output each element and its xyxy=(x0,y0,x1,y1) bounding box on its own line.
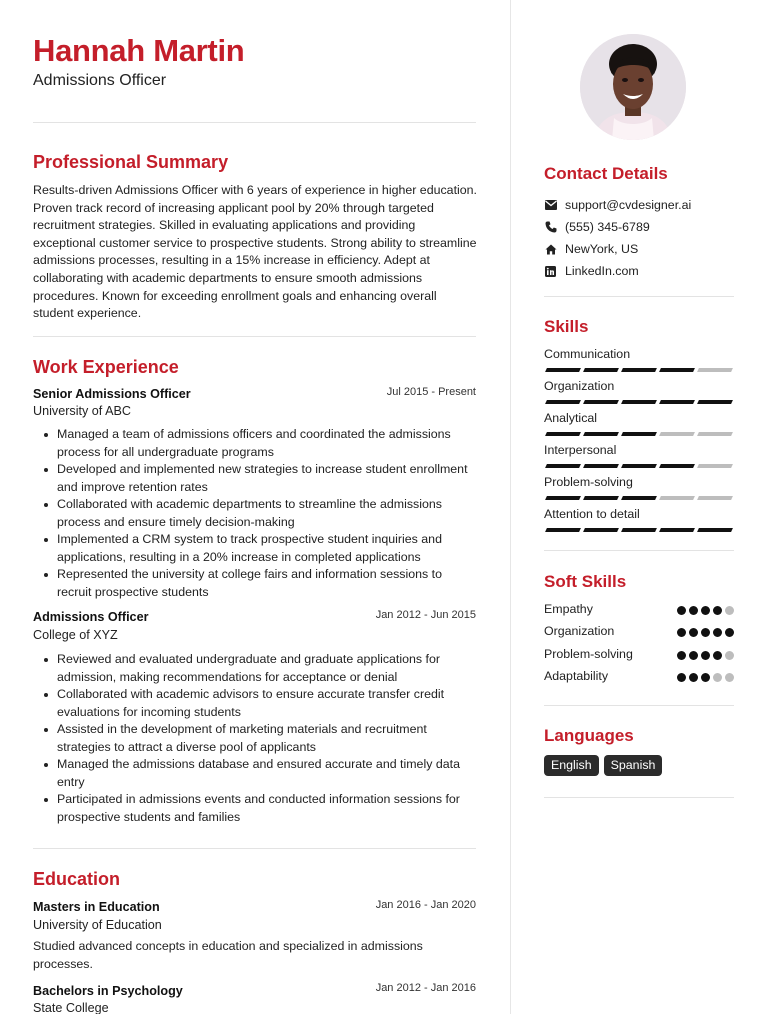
degree-description: Studied advanced concepts in education and specialized in admissions processes. xyxy=(33,939,423,971)
job-title: Admissions Officer xyxy=(33,610,149,624)
rating-dot-filled xyxy=(713,651,722,660)
phone-text: (555) 345-6789 xyxy=(565,220,650,234)
skill-segment-filled xyxy=(545,496,581,500)
candidate-role: Admissions Officer xyxy=(33,72,167,89)
skill-segment-filled xyxy=(583,400,619,404)
rating-dot-filled xyxy=(677,606,686,615)
header-divider xyxy=(33,122,476,123)
rating-dot-filled xyxy=(689,628,698,637)
job-organization: College of XYZ xyxy=(33,628,118,642)
job-bullets xyxy=(33,651,479,826)
skill-level-bar xyxy=(544,368,734,373)
skill-level-bar xyxy=(544,400,734,405)
rating-dot-filled xyxy=(677,673,686,682)
soft-skill-label: Organization xyxy=(544,624,615,639)
rating-dot-empty xyxy=(713,673,722,682)
summary-text: Results-driven Admissions Officer with 6 years of experience in higher education. Proven track record of increasing applicant pool by 20% through targeted recruitment strategies. Skilled in evaluating applications and providing exceptional customer service to prospective students. Strong ability to streamline admissions processes, resulting in a 15% increase in efficiency. Adept at collaborating with academic departments to ensure smooth admissions procedures. Known for exceeding enrollment goals and enhancing overall student experience. xyxy=(33,183,477,321)
profile-photo-image xyxy=(580,34,686,140)
skill-segment-empty xyxy=(659,432,695,436)
skill-label: Organization xyxy=(544,379,615,393)
skill-label: Communication xyxy=(544,347,631,361)
languages-divider xyxy=(544,797,734,798)
skill-segment-empty xyxy=(697,368,733,372)
contact-location xyxy=(544,242,638,256)
degree-title: Masters in Education xyxy=(33,900,160,914)
job-bullet: Managed a team of admissions officers and coordinated the admissions process for all undergraduate programs xyxy=(33,426,479,461)
home-icon xyxy=(544,243,557,256)
skill-segment-filled xyxy=(659,528,695,532)
job-bullet: Developed and implemented new strategies to increase student enrollment and improve retention rates xyxy=(33,461,479,496)
skill-segment-filled xyxy=(545,432,581,436)
soft-skill-row xyxy=(544,624,734,640)
experience-heading: Work Experience xyxy=(33,357,179,377)
rating-dot-empty xyxy=(725,673,734,682)
skills-heading: Skills xyxy=(544,317,589,336)
rating-dot-filled xyxy=(701,606,710,615)
rating-dot-filled xyxy=(689,606,698,615)
skill-segment-empty xyxy=(697,496,733,500)
contact-divider xyxy=(544,296,734,297)
language-tags xyxy=(544,755,662,776)
soft-skill-dots xyxy=(677,628,734,637)
envelope-icon xyxy=(544,199,557,212)
rating-dot-empty xyxy=(725,651,734,660)
job-bullet: Collaborated with academic departments to streamline the admissions process and ensure timely decision-making xyxy=(33,496,479,531)
contact-heading: Contact Details xyxy=(544,164,668,183)
skill-segment-filled xyxy=(659,368,695,372)
soft-skill-dots xyxy=(677,606,734,615)
skill-segment-filled xyxy=(583,432,619,436)
profile-photo xyxy=(580,34,686,140)
soft-skills-divider xyxy=(544,705,734,706)
school-name: State College xyxy=(33,1001,109,1014)
job-bullet: Reviewed and evaluated undergraduate and graduate applications for admission, making recommendations for acceptance or denial xyxy=(33,651,479,686)
language-tag: Spanish xyxy=(604,755,663,776)
job-bullet: Represented the university at college fairs and information sessions to recruit prospective students xyxy=(33,566,479,601)
job-organization: University of ABC xyxy=(33,404,131,418)
skill-segment-filled xyxy=(697,528,733,532)
rating-dot-empty xyxy=(725,606,734,615)
skill-segment-filled xyxy=(621,496,657,500)
skill-segment-filled xyxy=(583,496,619,500)
summary-heading: Professional Summary xyxy=(33,152,229,172)
job-bullets xyxy=(33,426,479,601)
rating-dot-filled xyxy=(689,651,698,660)
job-title: Senior Admissions Officer xyxy=(33,387,191,401)
rating-dot-filled xyxy=(701,673,710,682)
school-name: University of Education xyxy=(33,918,162,932)
rating-dot-filled xyxy=(677,651,686,660)
contact-phone[interactable] xyxy=(544,220,650,234)
skill-level-bar xyxy=(544,528,734,533)
skills-divider xyxy=(544,550,734,551)
soft-skill-dots xyxy=(677,673,734,682)
skill-segment-filled xyxy=(659,400,695,404)
linkedin-icon xyxy=(544,265,557,278)
skill-segment-filled xyxy=(545,400,581,404)
job-bullet: Implemented a CRM system to track prospective student inquiries and applications, resulting in a 20% increase in completed applications xyxy=(33,531,479,566)
rating-dot-filled xyxy=(701,628,710,637)
contact-linkedin[interactable] xyxy=(544,264,639,278)
skill-segment-filled xyxy=(583,368,619,372)
soft-skill-label: Problem-solving xyxy=(544,646,633,661)
skill-segment-filled xyxy=(545,368,581,372)
phone-icon xyxy=(544,221,557,234)
skill-level-bar xyxy=(544,496,734,501)
rating-dot-filled xyxy=(689,673,698,682)
job-bullet: Collaborated with academic advisors to ensure accurate transfer credit evaluations for incoming students xyxy=(33,686,479,721)
skill-label: Attention to detail xyxy=(544,507,640,521)
contact-email[interactable] xyxy=(544,198,691,212)
rating-dot-filled xyxy=(713,606,722,615)
skill-segment-filled xyxy=(583,464,619,468)
skill-segment-filled xyxy=(545,464,581,468)
skill-label: Interpersonal xyxy=(544,443,617,457)
degree-date: Jan 2016 - Jan 2020 xyxy=(375,899,476,911)
location-text: NewYork, US xyxy=(565,242,639,256)
soft-skill-dots xyxy=(677,651,734,660)
job-bullet: Participated in admissions events and conducted information sessions for prospective students and families xyxy=(33,791,479,826)
skill-segment-filled xyxy=(697,400,733,404)
rating-dot-filled xyxy=(725,628,734,637)
soft-skill-row xyxy=(544,669,734,685)
rating-dot-filled xyxy=(713,628,722,637)
skill-level-bar xyxy=(544,432,734,437)
candidate-name: Hannah Martin xyxy=(33,33,245,68)
skill-segment-filled xyxy=(659,464,695,468)
degree-title: Bachelors in Psychology xyxy=(33,984,183,998)
education-heading: Education xyxy=(33,869,121,889)
skill-segment-filled xyxy=(583,528,619,532)
skill-segment-filled xyxy=(621,400,657,404)
experience-divider xyxy=(33,848,476,849)
job-bullet: Managed the admissions database and ensured accurate and timely data entry xyxy=(33,756,479,791)
languages-heading: Languages xyxy=(544,726,634,745)
soft-skill-label: Empathy xyxy=(544,602,593,616)
job-date: Jul 2015 - Present xyxy=(386,386,476,398)
skill-segment-filled xyxy=(621,464,657,468)
degree-date: Jan 2012 - Jan 2016 xyxy=(375,982,476,994)
skill-label: Analytical xyxy=(544,411,598,425)
job-date: Jan 2012 - Jun 2015 xyxy=(375,609,476,621)
soft-skill-row xyxy=(544,647,734,663)
email-text: support@cvdesigner.ai xyxy=(565,198,692,212)
rating-dot-filled xyxy=(677,628,686,637)
soft-skill-label: Adaptability xyxy=(544,669,609,684)
skill-segment-empty xyxy=(697,464,733,468)
skill-label: Problem-solving xyxy=(544,475,633,489)
column-divider xyxy=(510,0,511,1014)
skill-segment-filled xyxy=(621,432,657,436)
skill-segment-empty xyxy=(697,432,733,436)
language-tag: English xyxy=(544,755,599,776)
soft-skills-heading: Soft Skills xyxy=(544,572,627,591)
skill-segment-filled xyxy=(545,528,581,532)
job-bullet: Assisted in the development of marketing materials and recruitment strategies to attract a diverse pool of applicants xyxy=(33,721,479,756)
summary-divider xyxy=(33,336,476,337)
rating-dot-filled xyxy=(701,651,710,660)
skill-segment-filled xyxy=(621,368,657,372)
skill-level-bar xyxy=(544,464,734,469)
skill-segment-filled xyxy=(621,528,657,532)
soft-skill-row xyxy=(544,602,734,618)
linkedin-text: LinkedIn.com xyxy=(565,264,639,278)
skill-segment-empty xyxy=(659,496,695,500)
